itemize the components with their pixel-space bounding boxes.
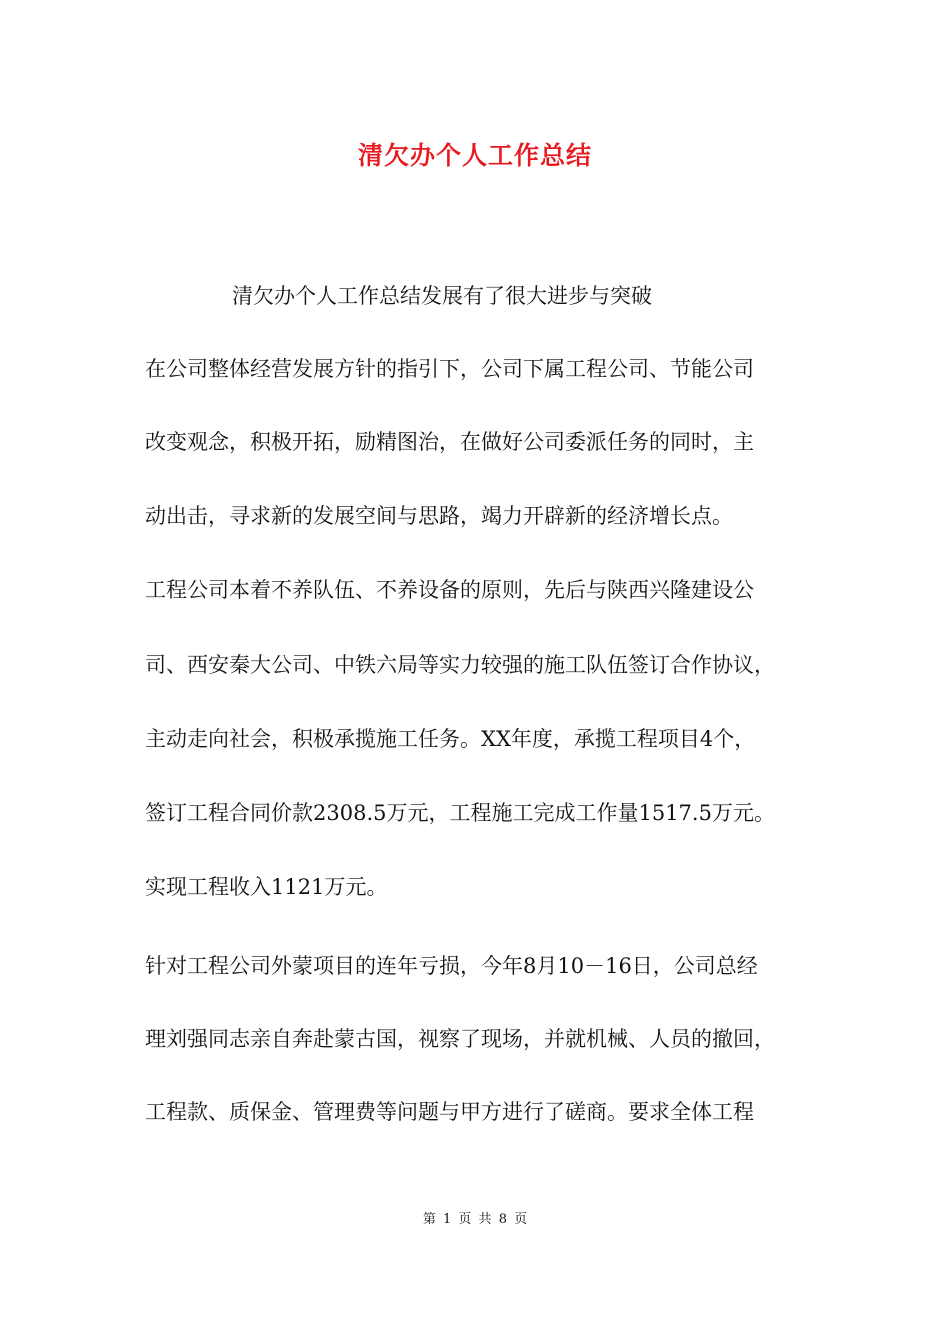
text-line-4: 动出击，寻求新的发展空间与思路，竭力开辟新的经济增长点。 — [145, 504, 733, 528]
text-line-6: 司、西安秦大公司、中铁六局等实力较强的施工队伍签订合作协议， — [145, 653, 775, 677]
text-line-3: 改变观念，积极开拓，励精图治，在做好公司委派任务的同时，主 — [145, 430, 754, 454]
text-line-12: 工程款、质保金、管理费等问题与甲方进行了磋商。要求全体工程 — [145, 1100, 754, 1124]
page-number: 第 1 页 共 8 页 — [422, 1212, 528, 1227]
text-line-11: 理刘强同志亲自奔赴蒙古国，视察了现场，并就机械、人员的撤回， — [145, 1027, 775, 1051]
document-title: 清欠办个人工作总结 — [357, 141, 592, 170]
text-line-1: 清欠办个人工作总结发展有了很大进步与突破 — [232, 284, 652, 308]
text-line-8: 签订工程合同价款2308.5万元，工程施工完成工作量1517.5万元。 — [145, 801, 775, 825]
text-line-5: 工程公司本着不养队伍、不养设备的原则，先后与陕西兴隆建设公 — [145, 578, 754, 602]
text-line-10: 针对工程公司外蒙项目的连年亏损，今年8月10－16日，公司总经 — [145, 954, 758, 978]
text-line-9: 实现工程收入1121万元。 — [145, 875, 388, 899]
text-line-2: 在公司整体经营发展方针的指引下，公司下属工程公司、节能公司 — [145, 357, 754, 381]
text-line-7: 主动走向社会，积极承揽施工任务。XX年度，承揽工程项目4个， — [145, 727, 756, 751]
